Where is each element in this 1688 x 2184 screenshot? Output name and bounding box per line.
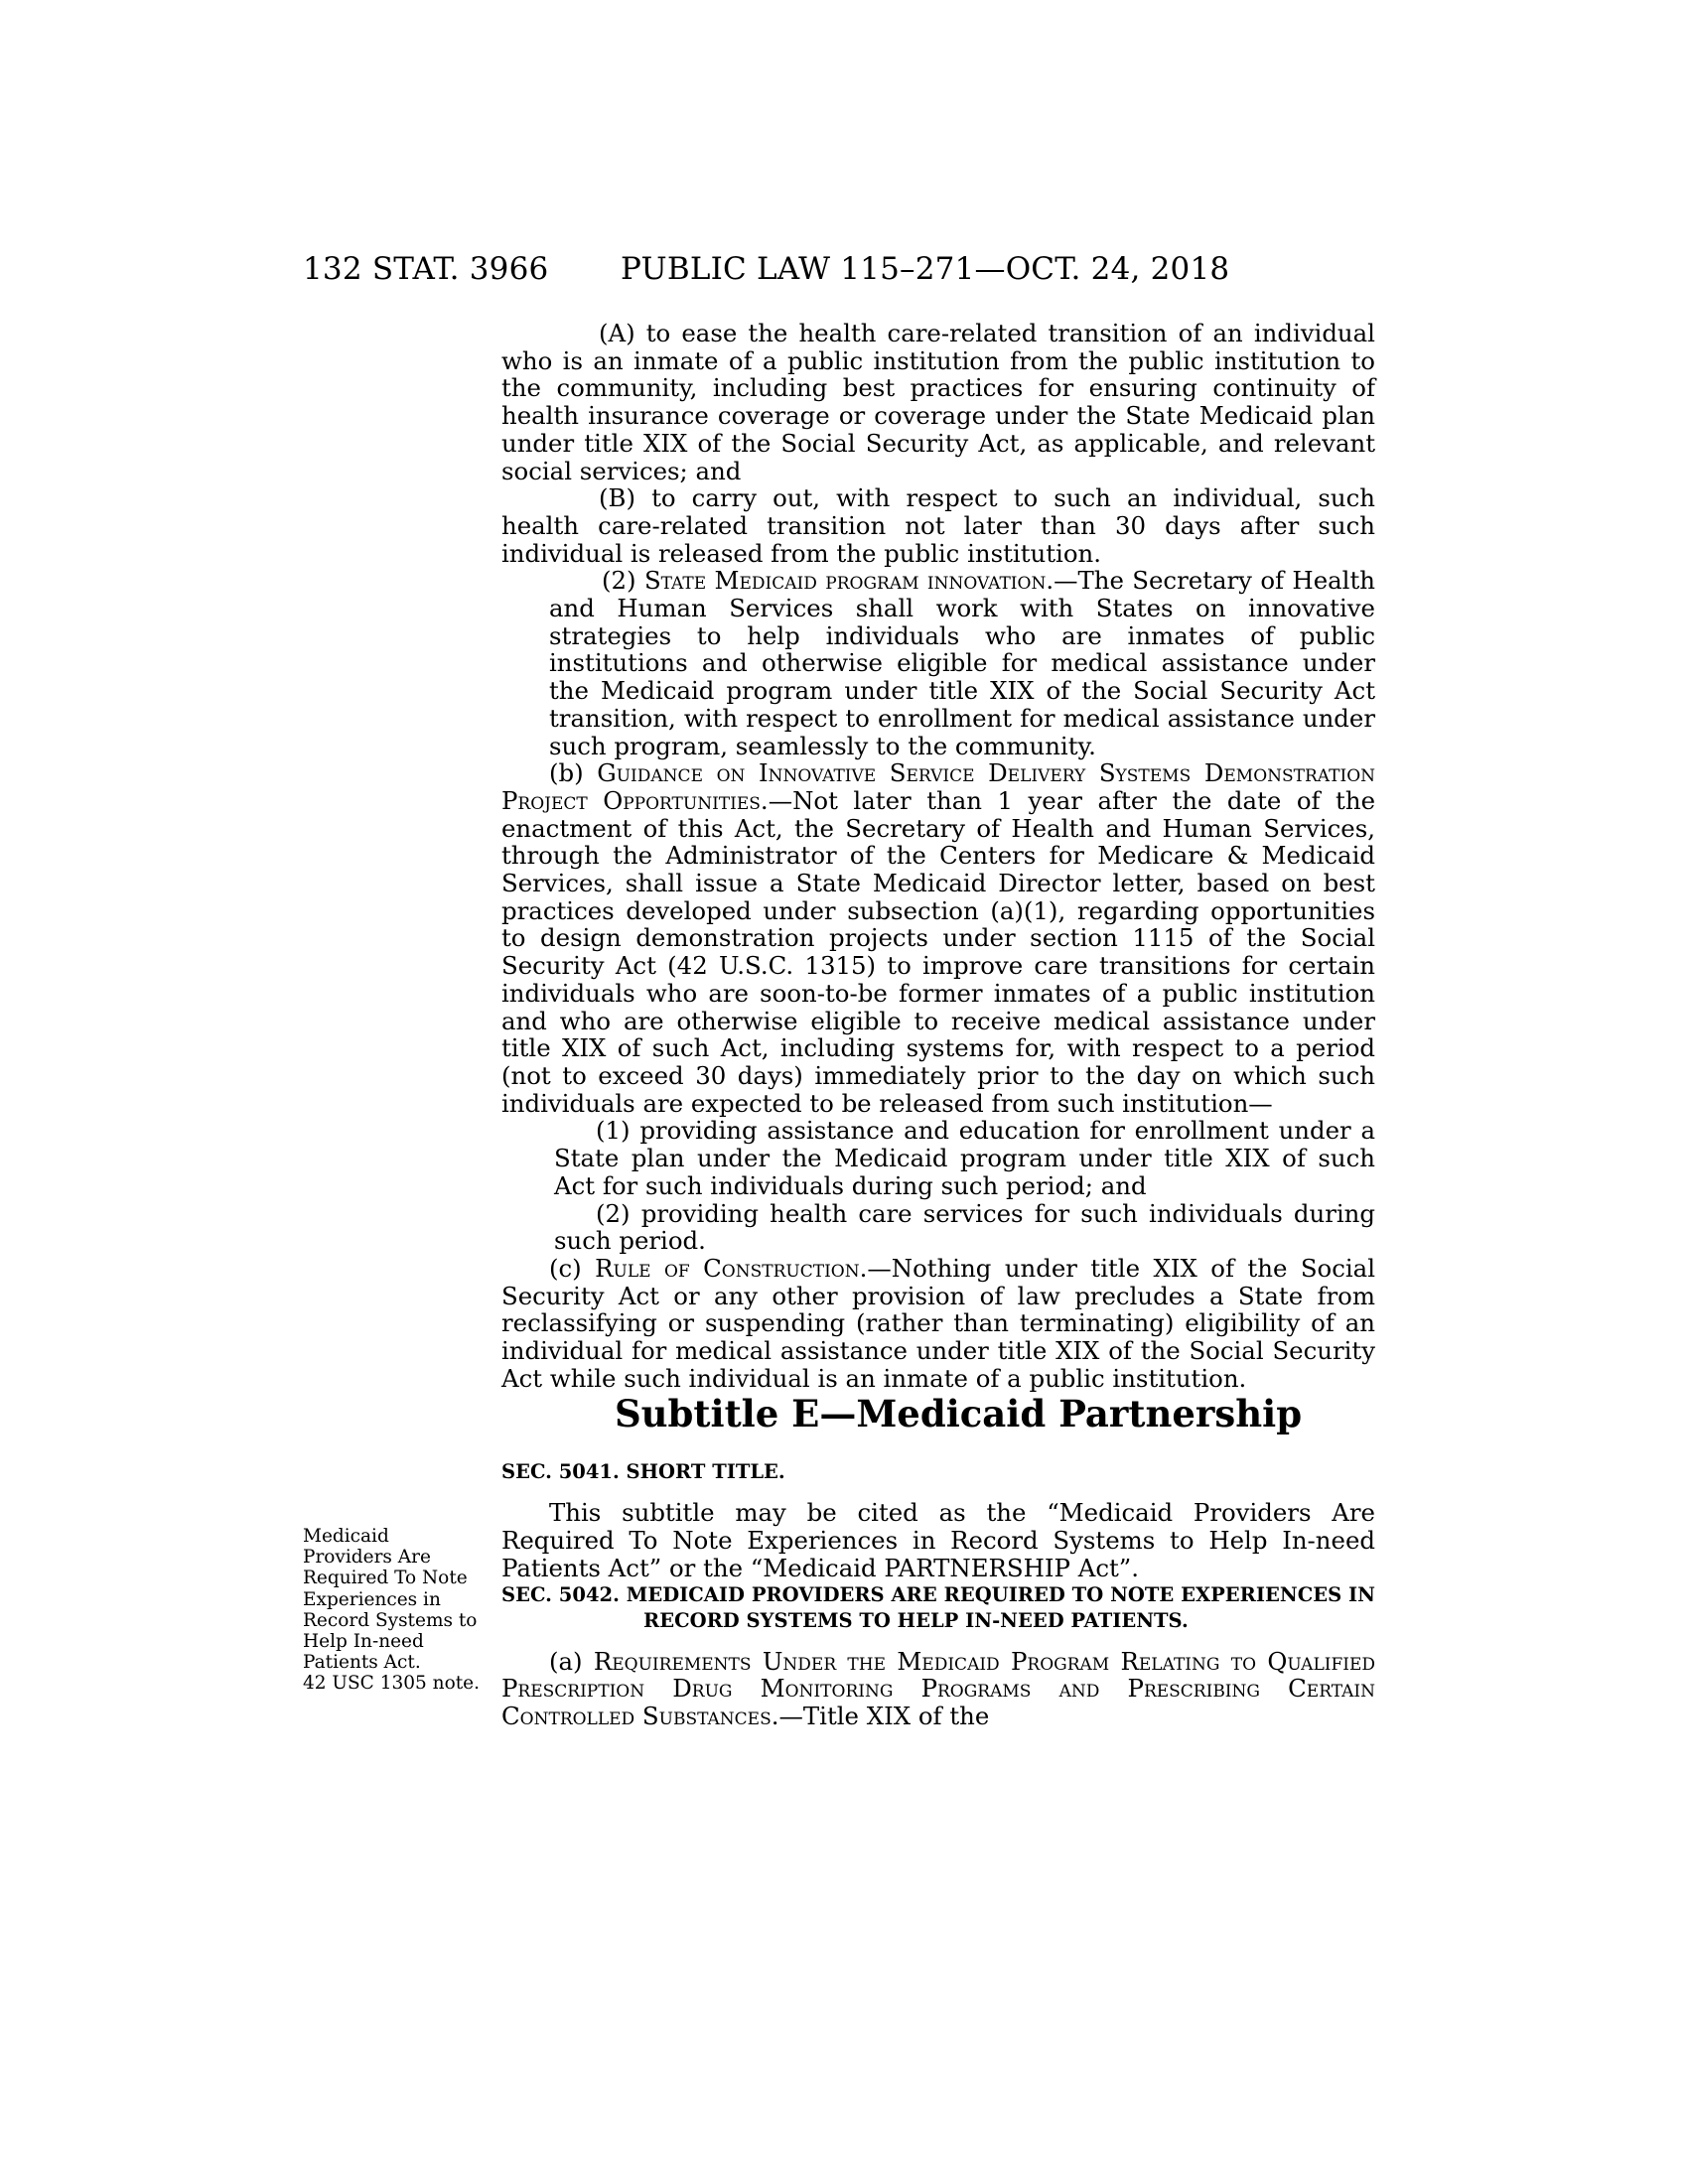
subsection-b xyxy=(501,759,1375,1117)
section-5042-subsection-a xyxy=(501,1648,1375,1730)
subsection-b-heading: Guidance on Innovative Service Delivery Systems Demonstration Project Opportunities. xyxy=(501,758,1375,815)
section-5042-subsection-a-number: (a) xyxy=(549,1646,594,1676)
running-header: PUBLIC LAW 115–271—OCT. 24, 2018 xyxy=(621,251,1230,287)
document-body xyxy=(501,320,1375,1730)
list-item-1: (1) providing assistance and education for enrollment under a State plan under the Medicaid program under title XIX of such Act for such individuals during such period; and xyxy=(554,1116,1375,1200)
paragraph-2-number: (2) xyxy=(602,566,644,596)
section-5042-heading: SEC. 5042. MEDICAID PROVIDERS ARE REQUIRED TO NOTE EXPERIENCES IN RECORD SYSTEMS TO HELP IN-NEED PATIENTS. xyxy=(501,1582,1375,1632)
margin-note-citation: 42 USC 1305 note. xyxy=(303,1673,480,1695)
subsection-b-text: —Not later than 1 year after the date of the enactment of this Act, the Secretary of Health and Human Services, through the Administrator of the Centers for Medicare & Medicaid Services, shall issue a State Medicaid Director letter, based on best practices developed under subsection (a)(1), regarding opportunities to design demonstration projects under section 1115 of the Social Security Act (42 U.S.C. 1315) to improve care transitions for certain individuals who are soon-to-be former inmates of a public institution and who are otherwise eligible to receive medical assistance under title XIX of such Act, including systems for, with respect to a period (not to exceed 30 days) immediately prior to the day on which such individuals are expected to be released from such institution— xyxy=(501,785,1376,1118)
subtitle-heading: Subtitle E—Medicaid Partnership xyxy=(614,1392,1303,1436)
subsection-c-heading: Rule of Construction. xyxy=(595,1253,868,1283)
margin-note-short-title: Medicaid Providers Are Required To Note Experiences in Record Systems to Help In-need Patients Act. xyxy=(303,1526,478,1674)
subsection-c-text: —Nothing under title XIX of the Social Security Act or any other provision of law precludes a State from reclassifying or suspending (rather than terminating) eligibility of an individual for medical assistance under title XIX of the Social Security Act while such individual is an inmate of a public institution. xyxy=(501,1253,1376,1393)
section-5042-subsection-a-text: —Title XIX of the xyxy=(778,1701,990,1730)
subsection-c-number: (c) xyxy=(549,1253,596,1283)
list-item-2: (2) providing health care services for such individuals during such period. xyxy=(554,1198,1375,1256)
margin-note xyxy=(303,1526,482,1695)
paragraph-b: (B) to carry out, with respect to such an individual, such health care-related transition not later than 30 days after such individual is released from the public institution. xyxy=(501,483,1375,568)
subsection-c xyxy=(501,1255,1375,1393)
paragraph-2-text: —The Secretary of Health and Human Services shall work with States on innovative strategies to help individuals who are inmates of public institutions and otherwise eligible for medical assistance under the Medicaid program under title XIX of the Social Security Act transition, with respect to enrollment for medical assistance under such program, seamlessly to the community. xyxy=(549,566,1375,760)
statute-page-number: 132 STAT. 3966 xyxy=(303,251,549,287)
section-5041-heading: SEC. 5041. SHORT TITLE. xyxy=(501,1460,785,1484)
subsection-b-number: (b) xyxy=(549,758,598,788)
section-5042-subsection-a-heading: Requirements Under the Medicaid Program Relating to Qualified Prescription Drug Monitoring Programs and Prescribing Certain Controlled Substances. xyxy=(501,1646,1375,1730)
section-5041-text: This subtitle may be cited as the “Medicaid Providers Are Required To Note Experiences in Record Systems to Help In-need Patients Act” or the “Medicaid PARTNERSHIP Act”. xyxy=(501,1498,1375,1582)
paragraph-2-heading: State Medicaid program innovation. xyxy=(643,566,1055,596)
paragraph-2 xyxy=(501,567,1375,759)
paragraph-a: (A) to ease the health care-related transition of an individual who is an inmate of a public institution from the public institution to the community, including best practices for ensuring continuity of health insurance coverage or coverage under the State Medicaid plan under title XIX of the Social Security Act, as applicable, and relevant social services; and xyxy=(501,319,1375,485)
